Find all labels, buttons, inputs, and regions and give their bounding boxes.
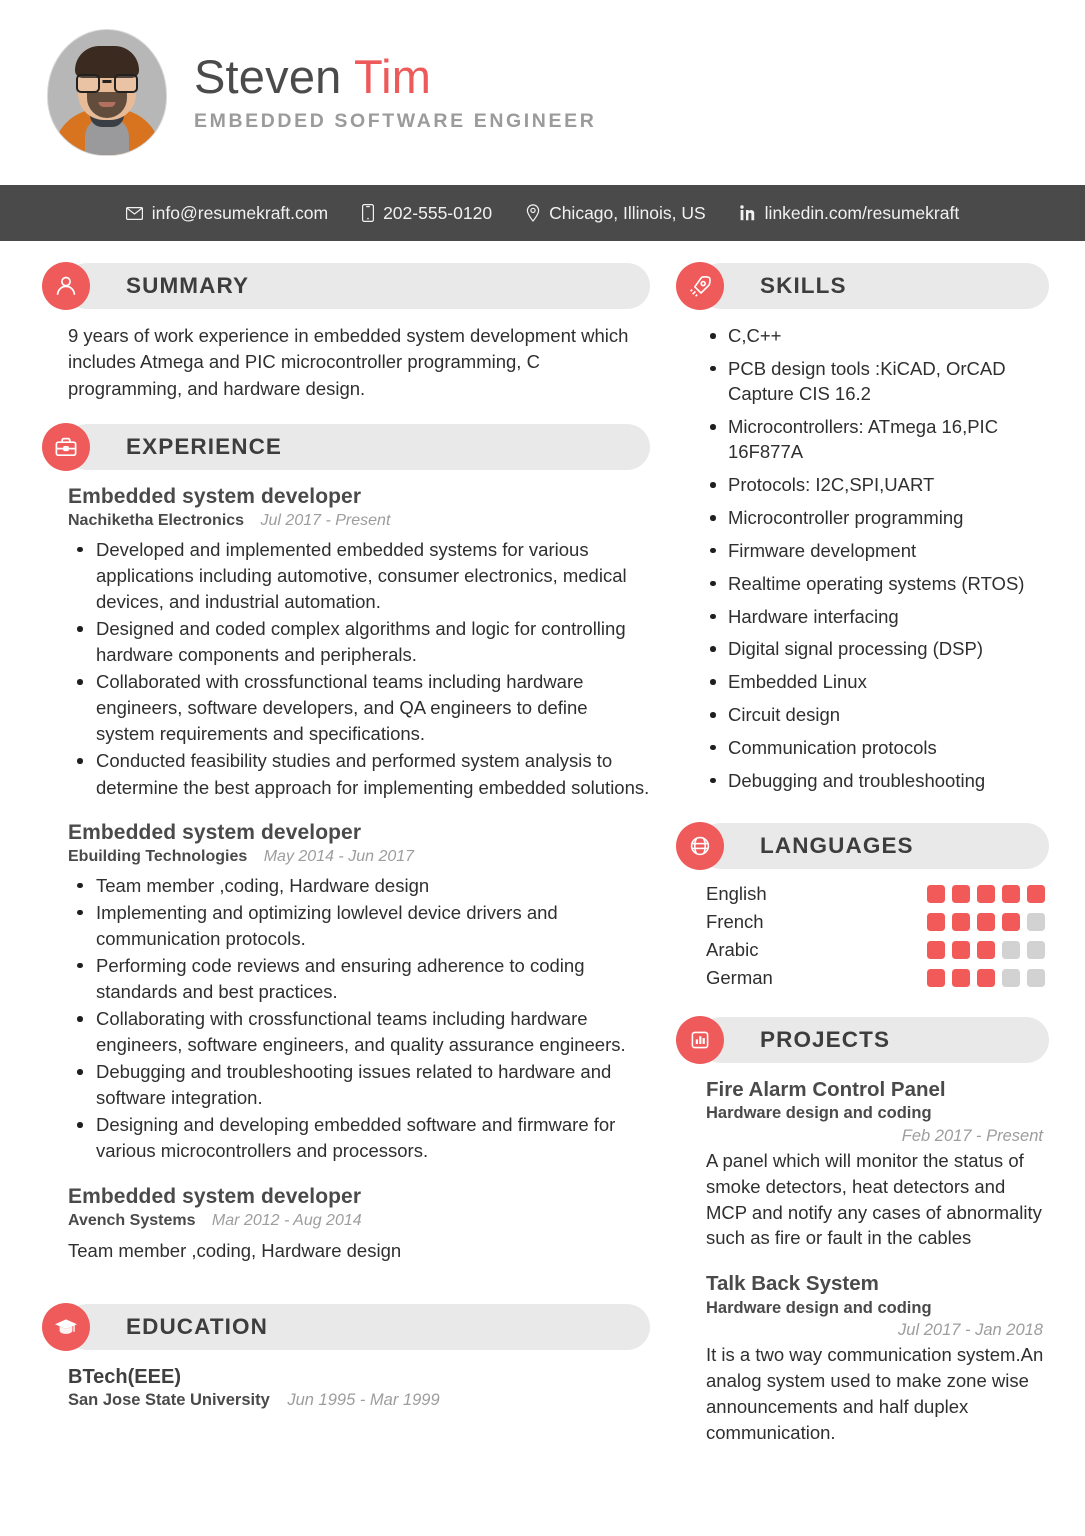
job-dates: May 2014 - Jun 2017	[263, 847, 415, 865]
rating-square	[927, 969, 945, 987]
experience-heading: EXPERIENCE	[126, 433, 283, 459]
avatar	[48, 30, 166, 155]
phone-icon	[362, 204, 374, 222]
section-header-summary	[42, 263, 650, 309]
skill-item: Circuit design	[728, 702, 1049, 727]
job-bullets	[68, 873, 650, 1165]
rating-square	[1027, 885, 1045, 903]
rating-square	[1027, 913, 1045, 931]
project-item	[676, 1077, 1049, 1252]
rating-square	[977, 885, 995, 903]
name-block	[194, 52, 596, 132]
rating-square	[952, 913, 970, 931]
job-role: EMBEDDED SOFTWARE ENGINEER	[194, 109, 597, 132]
contact-linkedin-text: linkedin.com/resumekraft	[764, 202, 960, 223]
job-title: Embedded system developer	[68, 1184, 362, 1208]
resume-body	[0, 241, 1085, 1466]
rating-square	[927, 885, 945, 903]
section-header-skills	[676, 263, 1049, 309]
job-bullet: Collaborated with crossfunctional teams including hardware engineers, software developers, and QA engineers to define system requirements and specifications.	[94, 669, 650, 747]
full-name	[194, 50, 596, 104]
envelope-icon	[126, 207, 143, 220]
education-heading: EDUCATION	[126, 1314, 268, 1340]
section-header-experience	[42, 424, 650, 470]
contact-email-text: info@resumekraft.com	[151, 202, 329, 223]
skill-item: C,C++	[728, 323, 1049, 348]
skill-item: PCB design tools :KiCAD, OrCAD Capture CIS 16.2	[728, 356, 1049, 407]
language-rating	[927, 913, 1045, 931]
language-row	[706, 939, 1045, 961]
education-degree: BTech(EEE)	[68, 1366, 181, 1389]
job-meta	[68, 511, 650, 532]
project-description: A panel which will monitor the status of smoke detectors, heat detectors and MCP and notify any cases of abnormality such as fire or fault in the cables	[706, 1149, 1042, 1249]
linkedin-icon	[740, 205, 756, 221]
avatar-mouth	[99, 102, 116, 107]
job-company: Nachiketha Electronics	[68, 512, 245, 530]
skill-item: Embedded Linux	[728, 669, 1049, 694]
section-header-languages	[676, 823, 1049, 869]
job-bullets	[68, 537, 650, 801]
experience-item	[42, 1184, 650, 1264]
language-rating	[927, 941, 1045, 959]
language-row	[706, 883, 1045, 905]
language-name: English	[706, 882, 767, 904]
summary-heading: SUMMARY	[126, 273, 250, 298]
language-name: Arabic	[706, 938, 759, 960]
education-item	[42, 1364, 650, 1410]
avatar-glasses-right	[114, 74, 138, 93]
project-dates: Feb 2017 - Present	[901, 1126, 1043, 1145]
rating-square	[952, 941, 970, 959]
project-description: It is a two way communication system.An analog system used to make zone wise announcements and half duplex communication.	[706, 1344, 1044, 1444]
left-column	[42, 263, 650, 1466]
skill-item: Realtime operating systems (RTOS)	[728, 571, 1049, 596]
language-row	[706, 911, 1045, 933]
education-school: San Jose State University	[68, 1391, 270, 1410]
project-title: Talk Back System	[706, 1272, 879, 1296]
rating-square	[977, 941, 995, 959]
language-name: German	[706, 966, 773, 988]
skill-item: Debugging and troubleshooting	[728, 768, 1049, 793]
skill-item: Digital signal processing (DSP)	[728, 636, 1049, 661]
person-icon	[42, 262, 90, 310]
skills-heading: SKILLS	[760, 273, 847, 298]
job-bullet: Designing and developing embedded software and firmware for various microcontrollers and processors.	[94, 1112, 650, 1164]
skills-list	[676, 323, 1049, 793]
job-meta	[68, 847, 650, 868]
rating-square	[952, 969, 970, 987]
education-dates: Jun 1995 - Mar 1999	[287, 1391, 440, 1410]
experience-item	[42, 484, 650, 801]
job-title: Embedded system developer	[68, 484, 362, 508]
briefcase-icon	[42, 423, 90, 471]
skill-item: Protocols: I2C,SPI,UART	[728, 472, 1049, 497]
section-header-education	[42, 1304, 650, 1350]
projects-pill	[698, 1017, 1049, 1063]
contact-email[interactable]	[126, 203, 328, 224]
language-rating	[927, 885, 1045, 903]
skill-item: Hardware interfacing	[728, 604, 1049, 629]
job-meta	[68, 1211, 650, 1232]
skill-item: Microcontroller programming	[728, 505, 1049, 530]
rating-square	[952, 885, 970, 903]
location-pin-icon	[526, 204, 540, 222]
rating-square	[977, 969, 995, 987]
project-dates: Jul 2017 - Jan 2018	[898, 1321, 1043, 1340]
job-company: Ebuilding Technologies	[68, 847, 248, 865]
education-meta	[68, 1391, 650, 1410]
section-header-projects	[676, 1017, 1049, 1063]
language-rating	[927, 969, 1045, 987]
job-company: Avench Systems	[68, 1211, 196, 1229]
summary-text: 9 years of work experience in embedded system development which includes Atmega and PIC microcontroller programming, C programming, and hardware design.	[68, 325, 629, 399]
language-row	[706, 967, 1045, 989]
spacer	[676, 801, 1049, 823]
rating-square	[1002, 969, 1020, 987]
rating-square	[927, 941, 945, 959]
rating-square	[977, 913, 995, 931]
job-bullet: Performing code reviews and ensuring adherence to coding standards and best practices.	[94, 953, 650, 1005]
first-name: Steven	[194, 50, 342, 104]
spacer	[676, 995, 1049, 1017]
resume-header	[0, 0, 1085, 185]
avatar-glasses-bridge	[103, 80, 112, 83]
contact-location-text: Chicago, Illinois, US	[549, 202, 706, 223]
globe-icon	[676, 822, 724, 870]
project-title: Fire Alarm Control Panel	[706, 1077, 946, 1101]
job-description: Team member ,coding, Hardware design	[68, 1239, 402, 1261]
rating-square	[1002, 885, 1020, 903]
job-bullet: Conducted feasibility studies and performed system analysis to determine the best approach for implementing embedded solutions.	[94, 748, 650, 800]
job-bullet: Implementing and optimizing lowlevel device drivers and communication protocols.	[94, 900, 650, 952]
education-pill	[64, 1304, 650, 1350]
rating-square	[1002, 941, 1020, 959]
last-name: Tim	[353, 50, 432, 104]
rating-square	[1027, 941, 1045, 959]
job-bullet: Team member ,coding, Hardware design	[94, 873, 650, 899]
experience-pill	[64, 424, 650, 470]
contact-location[interactable]	[526, 203, 706, 224]
right-column	[676, 263, 1049, 1466]
languages-list	[676, 883, 1049, 989]
experience-item	[42, 820, 650, 1165]
job-title: Embedded system developer	[68, 820, 362, 844]
skill-item: Microcontrollers: ATmega 16,PIC 16F877A	[728, 414, 1049, 465]
languages-pill	[698, 823, 1049, 869]
project-item	[676, 1271, 1049, 1446]
rocket-icon	[676, 262, 724, 310]
job-bullet: Designed and coded complex algorithms and logic for controlling hardware components and peripherals.	[94, 616, 650, 668]
contact-phone-text: 202-555-0120	[383, 202, 493, 223]
rating-square	[1002, 913, 1020, 931]
job-dates: Mar 2012 - Aug 2014	[211, 1211, 362, 1229]
spacer	[42, 1282, 650, 1304]
job-bullet: Debugging and troubleshooting issues related to hardware and software integration.	[94, 1059, 650, 1111]
rating-square	[927, 913, 945, 931]
job-bullet: Developed and implemented embedded systems for various applications including automotive, consumer electronics, medical devices, and industrial automation.	[94, 537, 650, 615]
avatar-glasses-left	[76, 74, 100, 93]
summary-pill	[64, 263, 650, 309]
bar-chart-icon	[676, 1016, 724, 1064]
skills-pill	[698, 263, 1049, 309]
projects-heading: PROJECTS	[760, 1026, 891, 1052]
languages-heading: LANGUAGES	[760, 832, 914, 858]
contact-linkedin[interactable]	[740, 203, 960, 224]
project-subtitle: Hardware design and coding	[706, 1298, 932, 1317]
job-dates: Jul 2017 - Present	[260, 512, 391, 530]
contact-phone[interactable]	[362, 203, 492, 224]
job-bullet: Collaborating with crossfunctional teams including hardware engineers, software engineers, and quality assurance engineers.	[94, 1006, 650, 1058]
rating-square	[1027, 969, 1045, 987]
contact-bar	[0, 185, 1085, 241]
project-subtitle: Hardware design and coding	[706, 1104, 932, 1123]
skill-item: Firmware development	[728, 538, 1049, 563]
language-name: French	[706, 910, 764, 932]
skill-item: Communication protocols	[728, 735, 1049, 760]
